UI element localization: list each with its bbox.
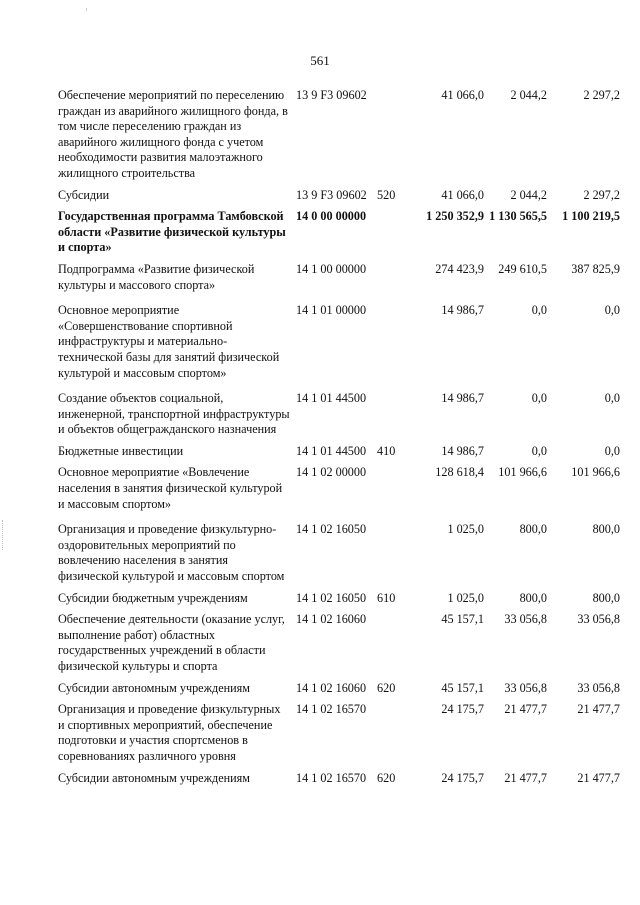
row-value-1: 128 618,4	[435, 465, 484, 480]
table-row	[58, 444, 618, 460]
row-value-2: 21 477,7	[504, 770, 547, 785]
row-code: 14 1 02 16050	[296, 522, 367, 537]
row-name: Подпрограмма «Развитие физической культуры и массового спорта»	[58, 261, 255, 292]
row-value-2: 800,0	[519, 590, 547, 605]
row-value-2: 800,0	[519, 522, 547, 537]
row-value-3: 101 966,6	[571, 465, 620, 480]
row-value-1: 1 025,0	[447, 522, 484, 537]
row-value-1: 24 175,7	[441, 770, 484, 785]
budget-table	[58, 88, 618, 786]
row-name: Организация и проведение физкультурных и спортивных мероприятий, обеспечение подготовки и участия спортсменов в соревнованиях различного уровня	[58, 702, 281, 763]
row-value-1: 14 986,7	[441, 391, 484, 406]
row-value-1: 274 423,9	[435, 261, 484, 276]
row-name: Субсидии автономным учреждениям	[58, 680, 250, 695]
row-code: 14 1 02 16060	[296, 612, 367, 627]
row-code: 14 1 02 16570	[296, 702, 367, 717]
row-name: Субсидии автономным учреждениям	[58, 770, 250, 785]
row-code: 13 9 F3 09602	[296, 88, 367, 102]
row-code: 14 1 02 00000	[296, 465, 367, 480]
row-code: 14 1 02 16570	[296, 770, 367, 785]
row-type: 620	[377, 680, 396, 695]
row-code: 14 0 00 00000	[296, 209, 367, 224]
row-code: 13 9 F3 09602	[296, 187, 367, 202]
row-type: 620	[377, 770, 396, 785]
row-code: 14 1 01 44500	[296, 443, 367, 458]
table-row	[58, 391, 618, 438]
row-name: Государственная программа Тамбовской области «Развитие физической культуры и спорта»	[58, 209, 286, 255]
row-value-1: 14 986,7	[441, 443, 484, 458]
table-row	[58, 522, 618, 584]
row-name: Обеспечение деятельности (оказание услуг, выполнение работ) областных государственных учреждений в области физической культуры и спорта	[58, 612, 285, 673]
row-value-1: 1 250 352,9	[426, 209, 484, 224]
row-value-3: 800,0	[592, 590, 620, 605]
row-value-1: 1 025,0	[447, 590, 484, 605]
table-row	[58, 771, 618, 787]
row-value-1: 24 175,7	[441, 702, 484, 717]
row-value-2: 2 044,2	[510, 88, 547, 102]
row-name: Субсидии бюджетным учреждениям	[58, 590, 248, 605]
row-name: Основное мероприятие «Вовлечение населения в занятия физической культурой и массовым спортом»	[58, 465, 283, 511]
row-code: 14 1 01 00000	[296, 303, 367, 318]
row-value-3: 2 297,2	[583, 88, 620, 102]
row-code: 14 1 02 16060	[296, 680, 367, 695]
row-code: 14 1 02 16050	[296, 590, 367, 605]
table-row	[58, 612, 618, 674]
row-code: 14 1 01 44500	[296, 391, 367, 406]
row-value-3: 33 056,8	[577, 680, 620, 695]
row-value-3: 1 100 219,5	[562, 209, 620, 224]
row-name: Создание объектов социальной, инженерной, транспортной инфраструктуры и объектов общегражданского назначения	[58, 391, 290, 437]
row-name: Основное мероприятие «Совершенствование спортивной инфраструктуры и материально-технической базы для занятий физической культурой и массовым спортом»	[58, 303, 280, 380]
table-row	[58, 188, 618, 204]
table-row	[58, 88, 618, 182]
row-value-3: 0,0	[604, 391, 620, 406]
row-value-3: 800,0	[592, 522, 620, 537]
table-row	[58, 303, 618, 381]
table-row	[58, 681, 618, 697]
table-row	[58, 591, 618, 607]
row-value-2: 0,0	[531, 443, 547, 458]
row-value-1: 41 066,0	[441, 187, 484, 202]
row-value-1: 45 157,1	[441, 612, 484, 627]
row-value-3: 33 056,8	[577, 612, 620, 627]
row-type: 610	[377, 590, 396, 605]
row-value-3: 21 477,7	[577, 770, 620, 785]
row-value-2: 0,0	[531, 391, 547, 406]
row-value-3: 0,0	[604, 303, 620, 318]
scan-margin-mark	[2, 520, 7, 550]
row-value-1: 14 986,7	[441, 303, 484, 318]
row-value-1: 41 066,0	[441, 88, 484, 102]
row-name: Обеспечение мероприятий по переселению граждан из аварийного жилищного фонда, в том числе переселению граждан из аварийного жилищного фонда с учетом необходимости развития малоэтажного жилищного строительства	[58, 88, 288, 180]
row-value-2: 21 477,7	[504, 702, 547, 717]
row-name: Организация и проведение физкультурно-оздоровительных мероприятий по вовлечению населения в занятия физической культурой и массовым спортом	[58, 522, 285, 584]
table-row	[58, 702, 618, 764]
row-value-2: 33 056,8	[504, 612, 547, 627]
table-row-program	[58, 209, 618, 256]
page-number: 561	[310, 53, 330, 68]
row-value-1: 45 157,1	[441, 680, 484, 695]
row-name: Бюджетные инвестиции	[58, 443, 184, 458]
row-value-3: 2 297,2	[583, 187, 620, 202]
row-type: 520	[377, 187, 396, 202]
row-value-3: 387 825,9	[571, 261, 620, 276]
scan-corner-mark	[86, 8, 87, 11]
row-value-3: 0,0	[604, 443, 620, 458]
row-value-2: 2 044,2	[510, 187, 547, 202]
row-code: 14 1 00 00000	[296, 261, 367, 276]
row-type: 410	[377, 443, 396, 458]
table-row	[58, 465, 618, 512]
row-value-2: 249 610,5	[498, 261, 547, 276]
row-value-2: 33 056,8	[504, 680, 547, 695]
row-value-2: 101 966,6	[498, 465, 547, 480]
row-name: Субсидии	[58, 187, 110, 202]
row-value-3: 21 477,7	[577, 702, 620, 717]
table-row	[58, 262, 618, 293]
row-value-2: 1 130 565,5	[489, 209, 547, 224]
row-value-2: 0,0	[531, 303, 547, 318]
